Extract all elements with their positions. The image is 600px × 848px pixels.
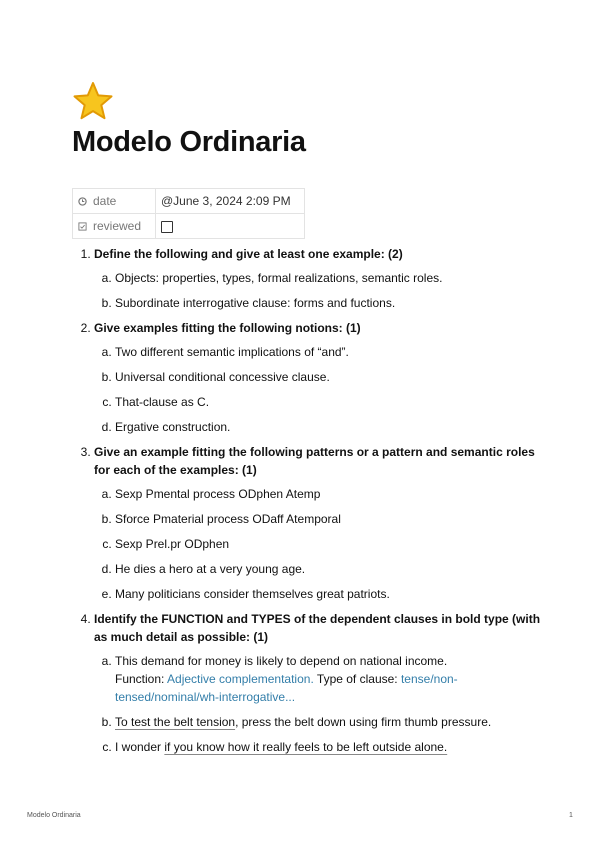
list-item: b. Sforce Pmaterial process ODaff Atemporal <box>115 510 554 528</box>
item-text: I wonder <box>115 740 165 754</box>
item-text: , press the belt down using firm thumb pressure. <box>235 715 492 729</box>
checkbox-icon <box>78 222 87 231</box>
page-number: 1 <box>569 812 573 819</box>
list-item: c. That-clause as C. <box>115 393 554 411</box>
question-text: Define the following and give at least one example: (2) <box>94 247 403 261</box>
type-value: tense/non-tensed/nominal/wh-interrogative... <box>115 672 458 704</box>
list-item <box>115 738 554 756</box>
list-item <box>115 713 554 731</box>
list-item: e. Many politicians consider themselves great patriots. <box>115 585 554 603</box>
underlined-clause: To test the belt tension <box>115 715 236 729</box>
footer-title: Modelo Ordinaria <box>27 812 81 819</box>
sub-list <box>94 652 554 756</box>
property-key-reviewed <box>73 214 156 239</box>
property-key-label: date <box>93 194 117 208</box>
date-value[interactable]: @June 3, 2024 2:09 PM <box>156 189 305 214</box>
reviewed-checkbox[interactable] <box>161 221 173 233</box>
underlined-clause: if you know how it really feels to be left outside alone. <box>164 740 448 754</box>
property-row-date <box>73 189 305 214</box>
sub-list <box>94 485 554 603</box>
type-label: Type of clause: <box>316 672 398 686</box>
list-item: b. Universal conditional concessive clause. <box>115 368 554 386</box>
question-text: Give an example fitting the following patterns or a pattern and semantic roles for each of the examples: (1) <box>94 445 535 477</box>
property-key-label: reviewed <box>93 219 142 233</box>
list-item: a. Objects: properties, types, formal realizations, semantic roles. <box>115 269 554 287</box>
properties-table <box>72 188 305 239</box>
list-item: b. Subordinate interrogative clause: forms and fuctions. <box>115 294 554 312</box>
question-2 <box>94 319 554 436</box>
question-text: Identify the FUNCTION and TYPES of the dependent clauses in bold type (with as much detail as possible: (1) <box>94 612 541 644</box>
property-row-reviewed <box>73 214 305 239</box>
list-item <box>115 652 554 706</box>
clock-icon <box>78 197 87 206</box>
question-3 <box>94 443 554 603</box>
function-label: Function: <box>115 672 165 686</box>
sub-list <box>94 269 554 312</box>
page-title: Modelo Ordinaria <box>72 126 306 158</box>
question-4 <box>94 610 554 756</box>
list-item: c. Sexp Prel.pr ODphen <box>115 535 554 553</box>
question-list <box>72 245 554 763</box>
property-key-date <box>73 189 156 214</box>
sub-list <box>94 343 554 436</box>
list-item: a. Two different semantic implications of “and”. <box>115 343 554 361</box>
question-1 <box>94 245 554 312</box>
function-value: Adjective complementation. <box>167 672 314 686</box>
list-item: d. Ergative construction. <box>115 418 554 436</box>
list-item: a. Sexp Pmental process ODphen Atemp <box>115 485 554 503</box>
item-text: This demand for money is likely to depend on national income. <box>115 654 448 668</box>
question-text: Give examples fitting the following notions: (1) <box>94 321 361 335</box>
list-item: d. He dies a hero at a very young age. <box>115 560 554 578</box>
reviewed-value <box>156 214 305 239</box>
star-icon <box>72 80 114 122</box>
